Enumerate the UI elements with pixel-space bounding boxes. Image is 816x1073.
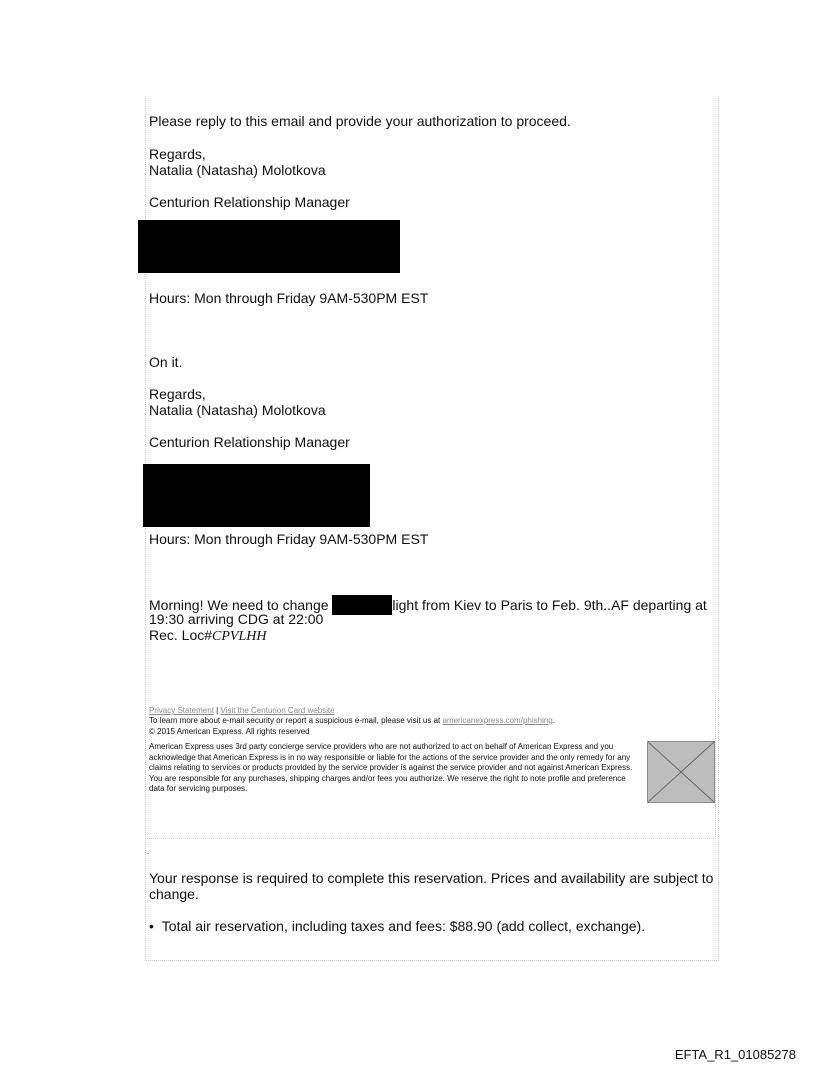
reply-request-text: Please reply to this email and provide your authorization to proceed. bbox=[149, 113, 571, 129]
reservation-notice-line-2: change. bbox=[149, 886, 199, 902]
document-id: EFTA_R1_01085278 bbox=[674, 1047, 796, 1062]
footer-links bbox=[149, 706, 335, 716]
broken-image-placeholder bbox=[647, 741, 715, 803]
sender-name: Natalia (Natasha) Molotkova bbox=[149, 402, 326, 418]
sender-title: Centurion Relationship Manager bbox=[149, 434, 350, 450]
record-locator bbox=[149, 627, 267, 645]
request-text-after: light from Kiev to Paris to Feb. 9th..AF departing at bbox=[392, 597, 707, 613]
hours-text: Hours: Mon through Friday 9AM-530PM EST bbox=[149, 290, 429, 306]
security-notice bbox=[149, 716, 555, 726]
regards-text: Regards, bbox=[149, 386, 206, 402]
total-reservation-item bbox=[149, 918, 645, 934]
phishing-link[interactable]: americanexpress.com/phishing bbox=[442, 716, 553, 725]
centurion-website-link[interactable]: Visit the Centurion Card website bbox=[220, 706, 335, 715]
separator-dot: . bbox=[147, 847, 150, 856]
copyright-text: © 2015 American Express. All rights reserved bbox=[149, 727, 310, 736]
email-frame-bottom-border bbox=[145, 960, 719, 961]
hours-text: Hours: Mon through Friday 9AM-530PM EST bbox=[149, 531, 429, 547]
broken-image-icon bbox=[648, 742, 714, 802]
sender-name: Natalia (Natasha) Molotkova bbox=[149, 162, 326, 178]
record-locator-label: Rec. Loc# bbox=[149, 627, 213, 643]
email-frame-right-border bbox=[718, 96, 719, 961]
disclaimer-text: American Express uses 3rd party concierge service providers who are not authorized to act on behalf of American Express and you acknowledge that American Express is in no way responsible or liable for the actions of the service provider and the only remedy for any claims relating to services or products provided by the service provider is against the service provider and not against American Express. You are responsible for any purchases, shipping charges and/or fees you authorize. We reserve the right to note profile and preference data for servicing purposes. bbox=[149, 742, 633, 793]
redaction-inline bbox=[332, 595, 392, 615]
total-reservation-text: Total air reservation, including taxes and fees: $88.90 (add collect, exchange). bbox=[161, 918, 646, 934]
record-locator-value: CPVLHH bbox=[212, 629, 267, 644]
redaction-block bbox=[138, 220, 400, 273]
reservation-notice-line-1: Your response is required to complete this reservation. Prices and availability are subject to bbox=[149, 870, 714, 886]
reply-body-text: On it. bbox=[149, 354, 183, 370]
request-text-before: Morning! We need to change bbox=[149, 597, 329, 613]
link-separator: | bbox=[216, 706, 219, 715]
redaction-block bbox=[143, 464, 370, 527]
security-period: . bbox=[552, 716, 555, 725]
request-line-2: 19:30 arriving CDG at 22:00 bbox=[149, 611, 324, 627]
sender-title: Centurion Relationship Manager bbox=[149, 194, 350, 210]
bullet-icon: • bbox=[149, 918, 154, 934]
regards-text: Regards, bbox=[149, 146, 206, 162]
privacy-statement-link[interactable]: Privacy Statement bbox=[149, 706, 214, 715]
security-text: To learn more about e-mail security or report a suspicious e-mail, please visit us at bbox=[149, 716, 441, 725]
